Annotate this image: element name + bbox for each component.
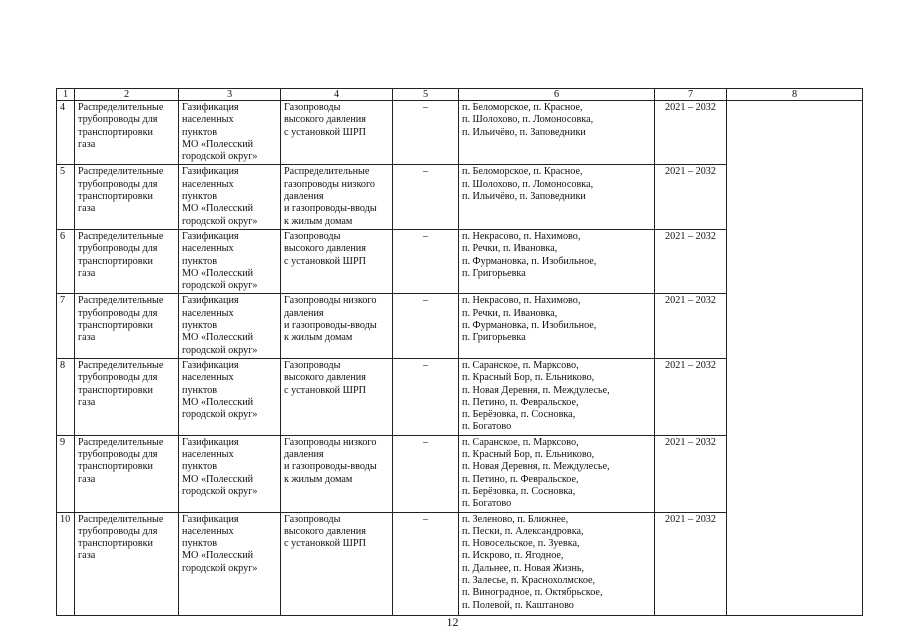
- col5-value: –: [393, 435, 459, 512]
- pipeline-type: Газопроводы низкого давления и газопроводы-вводы к жилым домам: [281, 294, 393, 358]
- purpose: Газификация населенных пунктов МО «Полесский городской округ»: [179, 435, 281, 512]
- page-number: 12: [446, 615, 459, 629]
- pipeline-type: Газопроводы высокого давления с установкой ШРП: [281, 512, 393, 615]
- row-number: 9: [57, 435, 75, 512]
- purpose: Газификация населенных пунктов МО «Полесский городской округ»: [179, 358, 281, 435]
- header-col-2: 2: [75, 89, 179, 101]
- header-col-3: 3: [179, 89, 281, 101]
- pipeline-type: Газопроводы высокого давления с установкой ШРП: [281, 229, 393, 293]
- purpose: Газификация населенных пунктов МО «Полесский городской округ»: [179, 101, 281, 165]
- location: п. Саранское, п. Марксово, п. Красный Бор, п. Ельниково, п. Новая Деревня, п. Междулесье, п. Петино, п. Февральское, п. Берёзовка, п. Сосновка, п. Богатово: [459, 358, 655, 435]
- years: 2021 – 2032: [655, 229, 727, 293]
- col8-empty: [727, 101, 863, 616]
- row-number: 6: [57, 229, 75, 293]
- years: 2021 – 2032: [655, 294, 727, 358]
- location: п. Зеленово, п. Ближнее, п. Пески, п. Александровка, п. Новосельское, п. Зуевка, п. Искрово, п. Ягодное, п. Дальнее, п. Новая Жизнь, п. Залесье, п. Краснохолмское, п. Виноградное, п. Октябрьское, п. Полевой, п. Каштаново: [459, 512, 655, 615]
- row-number: 4: [57, 101, 75, 165]
- header-col-5: 5: [393, 89, 459, 101]
- object-name: Распределительные трубопроводы для транспортировки газа: [75, 229, 179, 293]
- pipeline-type: Газопроводы высокого давления с установкой ШРП: [281, 101, 393, 165]
- table-header-row: [57, 89, 863, 101]
- pipeline-type: Газопроводы высокого давления с установкой ШРП: [281, 358, 393, 435]
- row-number: 8: [57, 358, 75, 435]
- header-col-1: 1: [57, 89, 75, 101]
- purpose: Газификация населенных пунктов МО «Полесский городской округ»: [179, 229, 281, 293]
- col5-value: –: [393, 101, 459, 165]
- purpose: Газификация населенных пунктов МО «Полесский городской округ»: [179, 294, 281, 358]
- row-number: 7: [57, 294, 75, 358]
- object-name: Распределительные трубопроводы для транспортировки газа: [75, 294, 179, 358]
- location: п. Некрасово, п. Нахимово, п. Речки, п. Ивановка, п. Фурмановка, п. Изобильное, п. Григорьевка: [459, 229, 655, 293]
- years: 2021 – 2032: [655, 512, 727, 615]
- years: 2021 – 2032: [655, 101, 727, 165]
- pipeline-type: Газопроводы низкого давления и газопроводы-вводы к жилым домам: [281, 435, 393, 512]
- header-col-4: 4: [281, 89, 393, 101]
- table-row: [57, 101, 863, 165]
- col5-value: –: [393, 358, 459, 435]
- header-col-6: 6: [459, 89, 655, 101]
- object-name: Распределительные трубопроводы для транспортировки газа: [75, 435, 179, 512]
- object-name: Распределительные трубопроводы для транспортировки газа: [75, 101, 179, 165]
- years: 2021 – 2032: [655, 358, 727, 435]
- col5-value: –: [393, 294, 459, 358]
- col5-value: –: [393, 165, 459, 229]
- header-col-8: 8: [727, 89, 863, 101]
- purpose: Газификация населенных пунктов МО «Полесский городской округ»: [179, 165, 281, 229]
- location: п. Саранское, п. Марксово, п. Красный Бор, п. Ельниково, п. Новая Деревня, п. Междулесье, п. Петино, п. Февральское, п. Берёзовка, п. Сосновка, п. Богатово: [459, 435, 655, 512]
- gas-pipeline-table: [56, 88, 863, 616]
- row-number: 10: [57, 512, 75, 615]
- header-col-7: 7: [655, 89, 727, 101]
- purpose: Газификация населенных пунктов МО «Полесский городской округ»: [179, 512, 281, 615]
- col5-value: –: [393, 512, 459, 615]
- years: 2021 – 2032: [655, 435, 727, 512]
- location: п. Беломорское, п. Красное, п. Шолохово, п. Ломоносовка, п. Ильичёво, п. Заповедники: [459, 165, 655, 229]
- object-name: Распределительные трубопроводы для транспортировки газа: [75, 165, 179, 229]
- col5-value: –: [393, 229, 459, 293]
- pipeline-type: Распределительные газопроводы низкого давления и газопроводы-вводы к жилым домам: [281, 165, 393, 229]
- row-number: 5: [57, 165, 75, 229]
- years: 2021 – 2032: [655, 165, 727, 229]
- object-name: Распределительные трубопроводы для транспортировки газа: [75, 358, 179, 435]
- location: п. Беломорское, п. Красное, п. Шолохово, п. Ломоносовка, п. Ильичёво, п. Заповедники: [459, 101, 655, 165]
- location: п. Некрасово, п. Нахимово, п. Речки, п. Ивановка, п. Фурмановка, п. Изобильное, п. Григорьевка: [459, 294, 655, 358]
- object-name: Распределительные трубопроводы для транспортировки газа: [75, 512, 179, 615]
